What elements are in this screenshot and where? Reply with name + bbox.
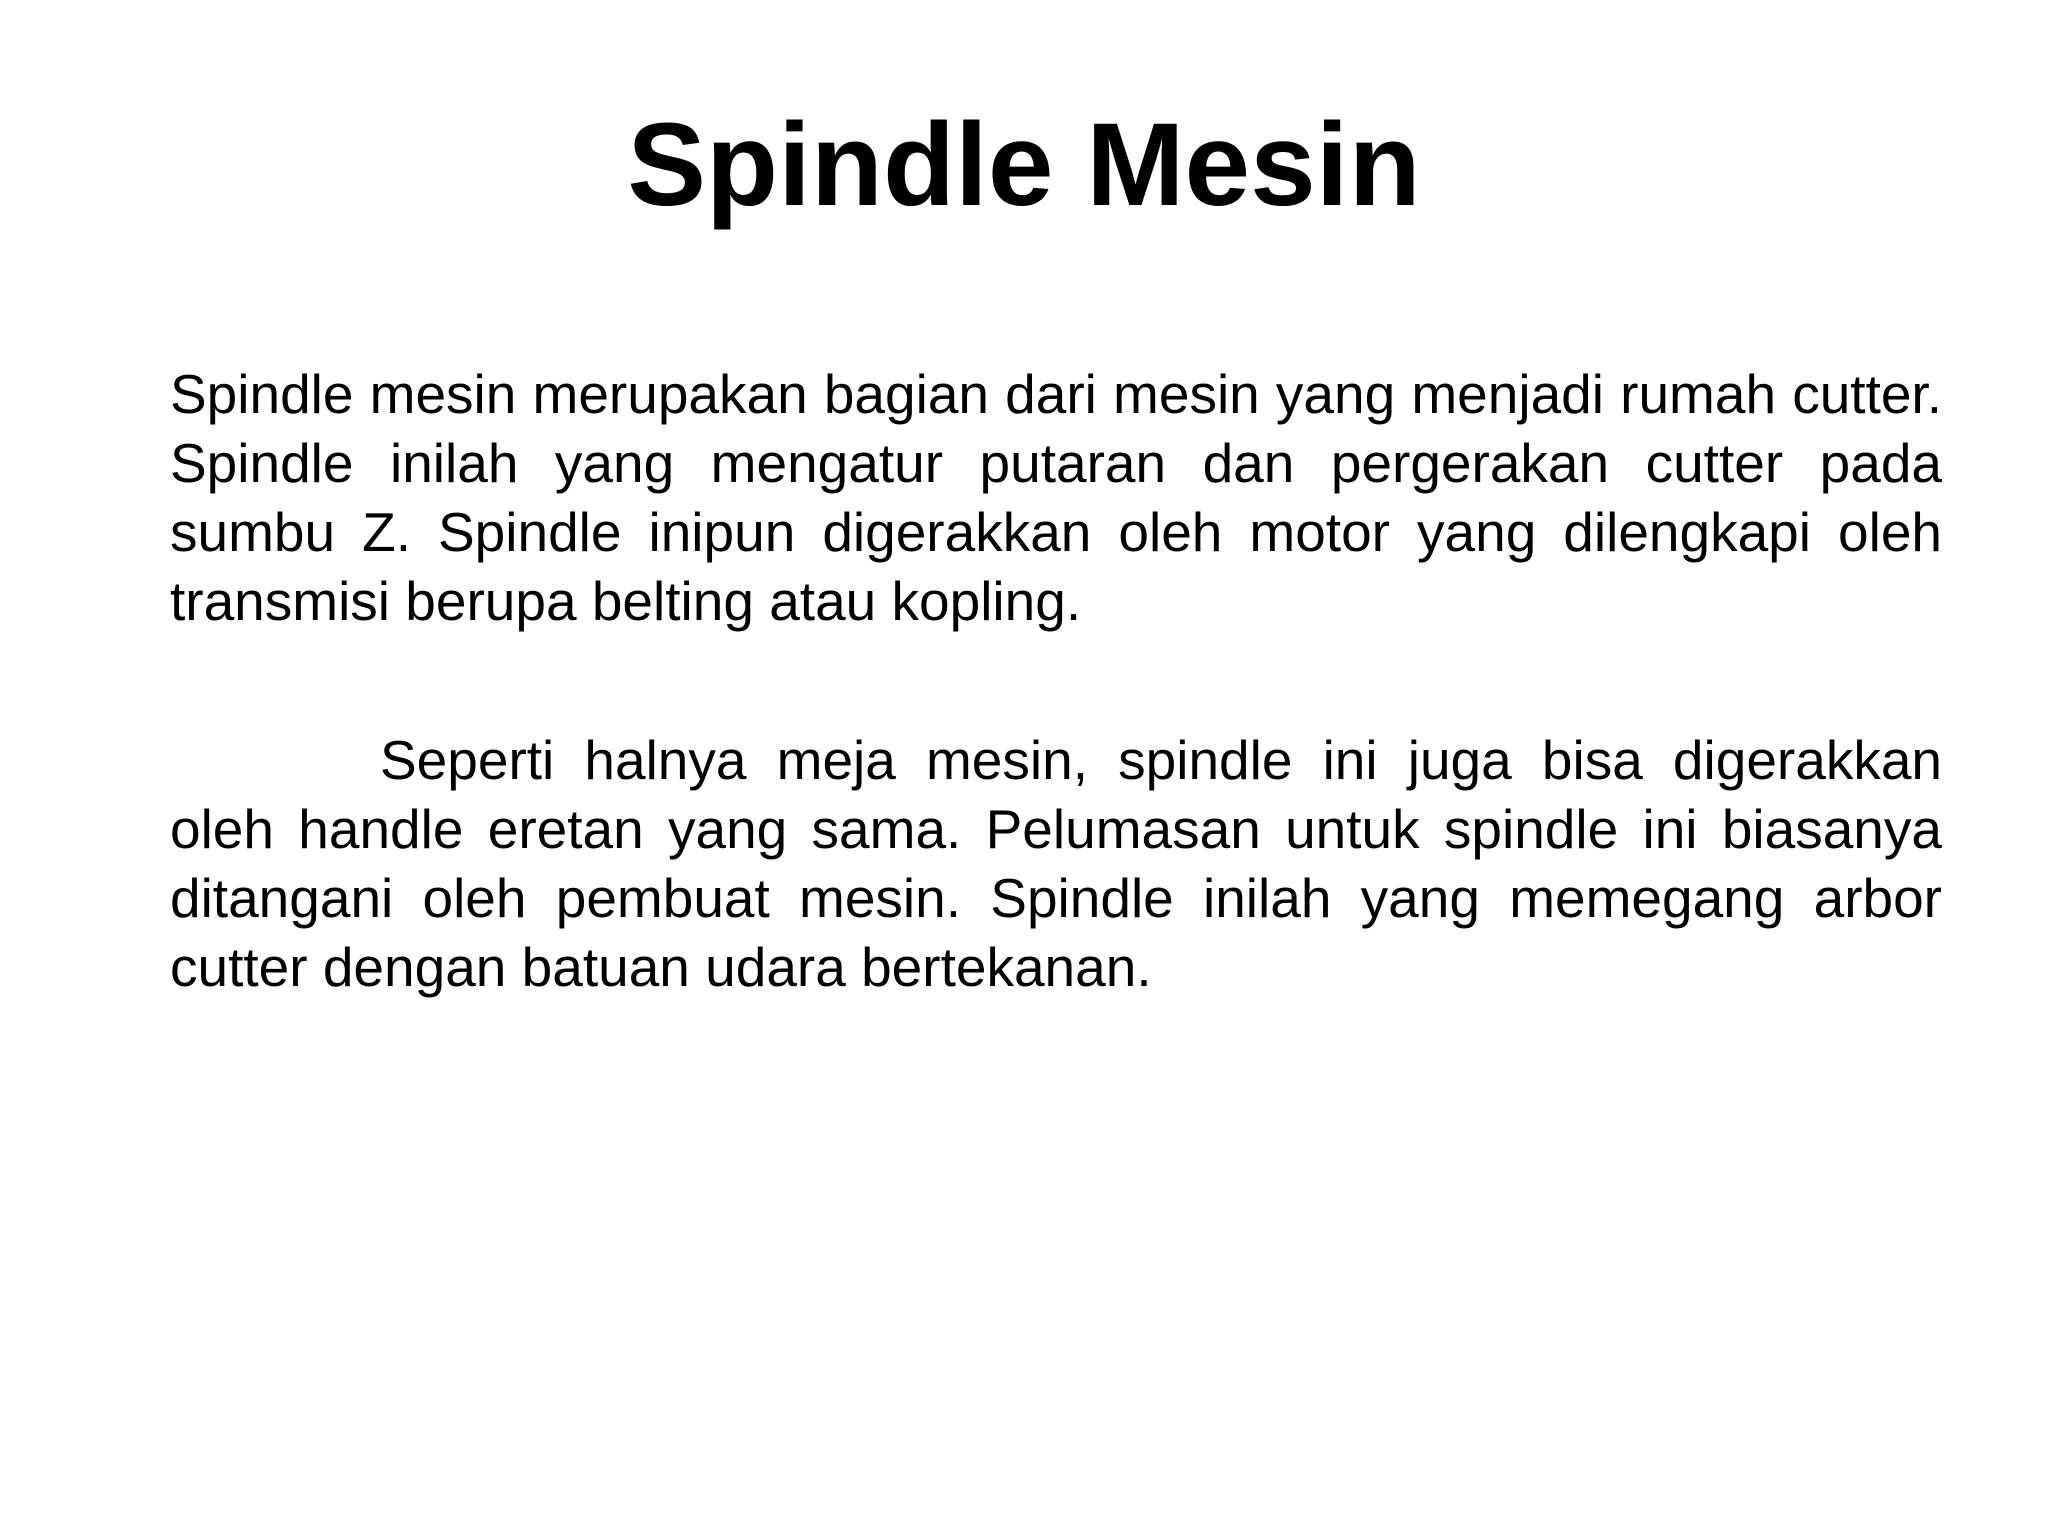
slide-title: Spindle Mesin xyxy=(627,99,1421,231)
slide-body xyxy=(170,360,1942,1002)
paragraph-1: Spindle mesin merupakan bagian dari mesin yang menjadi rumah cutter. Spindle inilah yang mengatur putaran dan pergerakan cutter pada sumbu Z. Spindle inipun digerakkan oleh motor yang dilengkapi oleh transmisi berupa belting atau kopling. xyxy=(170,363,1942,632)
paragraph-2: Seperti halnya meja mesin, spindle ini juga bisa digerakkan oleh handle eretan yang sama. Pelumasan untuk spindle ini biasanya ditangani oleh pembuat mesin. Spindle inilah yang memegang arbor cutter dengan batuan udara bertekanan. xyxy=(170,729,1942,998)
